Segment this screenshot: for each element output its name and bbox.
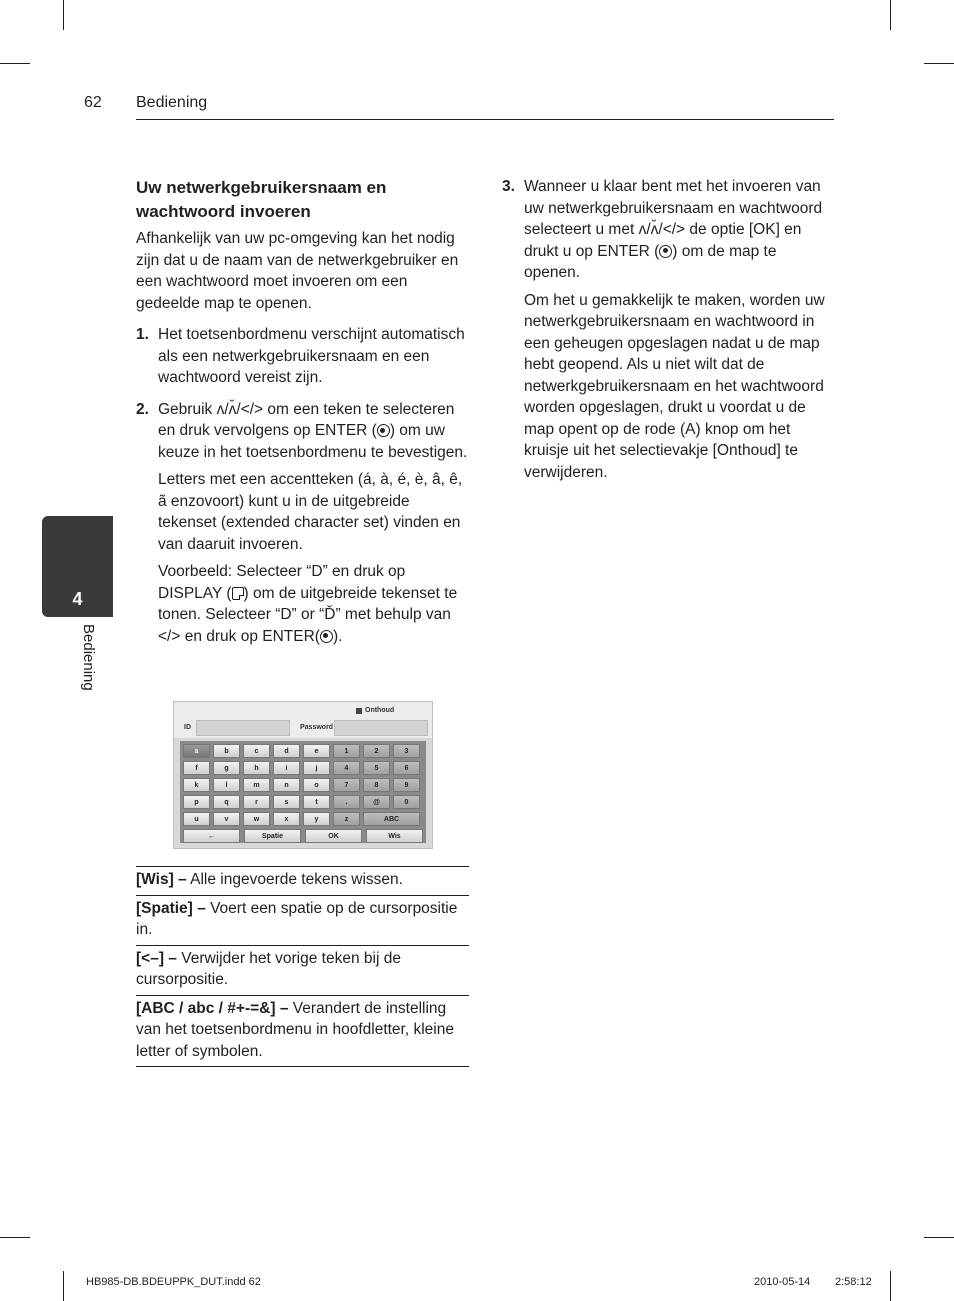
- keyboard-key[interactable]: q: [213, 795, 240, 809]
- page-number: 62: [84, 94, 102, 111]
- keyboard-key[interactable]: 9: [393, 778, 420, 792]
- definition-item: [136, 995, 469, 1068]
- keyboard-key[interactable]: y: [303, 812, 330, 826]
- crop-mark: [924, 63, 954, 64]
- definitions-list: [136, 866, 469, 1067]
- crop-mark: [890, 0, 891, 30]
- definition-term: [<–] –: [136, 949, 177, 967]
- keyboard-key[interactable]: 3: [393, 744, 420, 758]
- keyboard-key[interactable]: 1: [333, 744, 360, 758]
- keyboard-key[interactable]: w: [243, 812, 270, 826]
- keyboard-key[interactable]: 6: [393, 761, 420, 775]
- step-text: ) om de map te openen.: [524, 242, 777, 281]
- keyboard-key[interactable]: 8: [363, 778, 390, 792]
- enter-icon: [659, 245, 672, 258]
- keyboard-screenshot: [173, 701, 433, 849]
- intro-text: Afhankelijk van uw pc-omgeving kan het nodig zijn dat u de naam van de netwerkgebruiker en een wachtwoord moet invoeren om een gedeelde map te openen.: [136, 230, 459, 312]
- keyboard-key[interactable]: l: [213, 778, 240, 792]
- definition-desc: Verandert de instelling van het toetsenbordmenu in hoofdletter, kleine letter of symbolen.: [136, 999, 454, 1060]
- example-note: [136, 561, 470, 647]
- keyboard-key[interactable]: OK: [305, 829, 362, 843]
- keyboard-key[interactable]: r: [243, 795, 270, 809]
- keyboard-key[interactable]: Wis: [366, 829, 423, 843]
- keyboard-key[interactable]: t: [303, 795, 330, 809]
- keyboard-key[interactable]: i: [273, 761, 300, 775]
- example-text: Voorbeeld: Selecteer “D” en druk op DISPLAY (: [158, 563, 406, 602]
- keyboard-key[interactable]: m: [243, 778, 270, 792]
- definition-item: [136, 895, 469, 945]
- keyboard-key[interactable]: v: [213, 812, 240, 826]
- footer-time: 2:58:12: [835, 1276, 872, 1288]
- definition-desc: Verwijder het vorige teken bij de cursorpositie.: [136, 949, 401, 988]
- crop-mark: [890, 1271, 891, 1301]
- left-column: [136, 176, 470, 653]
- keyboard-key[interactable]: 4: [333, 761, 360, 775]
- section-title: Bediening: [136, 94, 208, 111]
- right-column: [502, 176, 832, 489]
- step-number: 3.: [502, 178, 515, 195]
- keyboard-key[interactable]: ←: [183, 829, 240, 843]
- onthoud-checkbox[interactable]: [356, 708, 362, 714]
- display-icon: [232, 587, 244, 600]
- keyboard-key[interactable]: s: [273, 795, 300, 809]
- definition-term: [Spatie] –: [136, 899, 206, 917]
- keyboard-key[interactable]: @: [363, 795, 390, 809]
- keyboard-key[interactable]: p: [183, 795, 210, 809]
- keyboard-key[interactable]: f: [183, 761, 210, 775]
- keyboard-grid: [180, 741, 426, 843]
- step-text: Wanneer u klaar bent met het invoeren van uw netwerkgebruikersnaam en wachtwoord selecteert u met ʌ/ʌ̆/</> de optie [OK] en drukt u op ENTER (: [524, 178, 823, 260]
- password-field[interactable]: [334, 720, 428, 736]
- chapter-label: Bediening: [80, 624, 97, 691]
- accent-note: Letters met een accentteken (á, à, é, è, â, ê, ã enzovoort) kunt u in de uitgebreide tekenset (extended character set) vinden en van daaruit invoeren.: [158, 471, 463, 553]
- crop-mark: [0, 1237, 30, 1238]
- crop-mark: [63, 1271, 64, 1301]
- keyboard-key[interactable]: a: [183, 744, 210, 758]
- definition-desc: Voert een spatie op de cursorpositie in.: [136, 899, 458, 938]
- id-field[interactable]: [196, 720, 290, 736]
- keyboard-key[interactable]: 7: [333, 778, 360, 792]
- definition-item: [136, 866, 469, 895]
- keyboard-key[interactable]: x: [273, 812, 300, 826]
- example-text: ) om de uitgebreide tekenset te tonen. Selecteer “D” or “Ď” met behulp van </> en druk op ENTER(: [158, 584, 458, 645]
- keyboard-key[interactable]: ABC: [363, 812, 420, 826]
- footer-date: 2010-05-14: [754, 1276, 811, 1288]
- onthoud-label: Onthoud: [365, 707, 395, 714]
- keyboard-key[interactable]: 5: [363, 761, 390, 775]
- keyboard-key[interactable]: h: [243, 761, 270, 775]
- footer-file: HB985-DB.BDEUPPK_DUT.indd 62: [86, 1276, 261, 1288]
- step-text: Gebruik ʌ/ʌ̆/</> om een teken te selecteren en druk vervolgens op ENTER (: [158, 400, 455, 439]
- section-heading: Uw netwerkgebruikersnaam en wachtwoord invoeren: [136, 178, 387, 221]
- keyboard-key[interactable]: c: [243, 744, 270, 758]
- definition-term: [ABC / abc / #+-=&] –: [136, 999, 289, 1017]
- keyboard-key[interactable]: .: [333, 795, 360, 809]
- keyboard-key[interactable]: Spatie: [244, 829, 301, 843]
- step-number: 1.: [136, 326, 149, 343]
- keyboard-key[interactable]: 0: [393, 795, 420, 809]
- keyboard-key[interactable]: 2: [363, 744, 390, 758]
- keyboard-key[interactable]: d: [273, 744, 300, 758]
- crop-mark: [924, 1237, 954, 1238]
- crop-mark: [63, 0, 64, 30]
- keyboard-key[interactable]: j: [303, 761, 330, 775]
- keyboard-key[interactable]: k: [183, 778, 210, 792]
- step-1: [136, 324, 470, 389]
- definition-term: [Wis] –: [136, 871, 187, 888]
- keyboard-key[interactable]: n: [273, 778, 300, 792]
- enter-icon: [377, 424, 390, 437]
- keyboard-key[interactable]: b: [213, 744, 240, 758]
- keyboard-key[interactable]: g: [213, 761, 240, 775]
- keyboard-key[interactable]: z: [333, 812, 360, 826]
- definition-item: [136, 945, 469, 995]
- password-label: Password: [300, 724, 334, 731]
- keyboard-key[interactable]: e: [303, 744, 330, 758]
- definition-desc: Alle ingevoerde tekens wissen.: [186, 871, 403, 888]
- step-2: [136, 399, 470, 464]
- example-text: ).: [332, 627, 343, 645]
- step-3: [502, 176, 832, 284]
- header-rule: [136, 119, 834, 120]
- enter-icon: [320, 630, 333, 643]
- id-label: ID: [184, 724, 191, 731]
- chapter-number: 4: [72, 589, 83, 609]
- step-text: ) om uw keuze in het toetsenbordmenu te bevestigen.: [158, 422, 468, 461]
- keyboard-key[interactable]: u: [183, 812, 210, 826]
- step-text: Het toetsenbordmenu verschijnt automatisch als een netwerkgebruikersnaam en een wachtwoord vereist zijn.: [158, 326, 465, 386]
- step-number: 2.: [136, 400, 149, 418]
- remember-note: Om het u gemakkelijk te maken, worden uw netwerkgebruikersnaam en wachtwoord in een geheugen opgeslagen nadat u de map hebt geopend. Als u niet wilt dat de netwerkgebruikersnaam en het wachtwoord worden opgeslagen, drukt u voordat u de map opent op de rode (A) knop om het kruisje uit het selectievakje [Onthoud] te verwijderen.: [524, 291, 825, 481]
- keyboard-key[interactable]: o: [303, 778, 330, 792]
- crop-mark: [0, 63, 30, 64]
